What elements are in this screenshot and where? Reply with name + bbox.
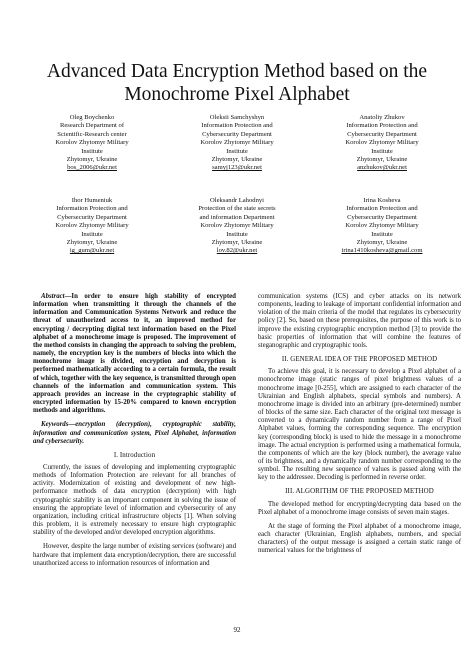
author-affiliation: Korolov Zhytomyr Military [345, 139, 419, 147]
author-affiliation: Research Department of [59, 122, 125, 130]
paragraph: At the stage of forming the Pixel alphabet of a monochrome image, each character (Ukrainian, English alphabets, numbers, and special characters) of the output message is assigned a certain static range of numerical values for the brightness of [258, 522, 461, 555]
author-email[interactable]: anzhukov@ukr.net [357, 164, 407, 172]
abstract-text: —In order to ensure high stability of encrypted information when transmitting it through the channels of the information and Communication Systems Network and reduce the threat of unauthorized access to it, an improved method for encrypting / decrypting digital text information based on the Pixel alphabet of a monochrome image is proposed. The improvement of the method consists in changing the approach to solving the problem, namely, the encryption key is the numbers of blocks into which the monochrome image is divided, encryption and decryption is performed mathematically according to a certain formula, the result of which, together with the key sequence, is transmitted through open channels of the information and communication system. This approach provides an increase in the cryptographic stability of encrypted information by 15-20% compared to known encryption methods and algorithms. [33, 293, 236, 415]
section-heading-introduction: I. Introduction [113, 451, 156, 459]
author-name: Oleksandr Lahodnyi [209, 197, 265, 204]
author-5 [167, 197, 307, 256]
author-4 [22, 197, 162, 256]
author-affiliation: Scientific-Research center [57, 130, 127, 138]
author-email[interactable]: ig_gum@ukr.net [69, 247, 115, 255]
abstract-label: Abstract [41, 293, 65, 300]
author-affiliation: Protection of the state secrets [198, 205, 276, 213]
paragraph: To achieve this goal, it is necessary to develop a Pixel alphabet of a monochrome image (static ranges of pixel brightness values of a monochrome image [0-255], which are assigned to each character of the Ukrainian and English alphabets, special symbols and numbers). A monochrome image is divided into an arbitrary (pre-determined) number of blocks of the same size. Each character of the original text message is converted to a dynamically random number from a range of Pixel Alphabet values, forming the corresponding sequence. The encryption key (corresponding block) is used to hide the message in a monochrome image. The actual encryption is performed using a mathematical formula, the components of which are the key (block number), the average value of its brightness, and a dynamically random number corresponding to the symbol. The resulting new sequence of values is passed along with the key to the addressee. Decoding is performed in reverse order. [258, 368, 461, 482]
author-affiliation: Korolov Zhytomyr Military [200, 139, 274, 147]
author-name: Oleg Boychenko [69, 114, 115, 121]
author-affiliation: Institute [226, 147, 248, 155]
section-heading-algorithm: III. ALGORITHM OF THE PROPOSED METHOD [285, 488, 434, 496]
author-location: Zhytomyr, Ukraine [356, 156, 408, 164]
author-3 [312, 114, 452, 173]
author-2 [167, 114, 307, 173]
paragraph: Currently, the issues of developing and implementing cryptographic methods of Information Protection are relevant for all branches of activity. Modernization of existing and development of new high-performance methods of data encryption (decryption) with high cryptographic stability is an important component in solving the issue of ensuring the appropriate level of information and cybersecurity of any organization, including critical infrastructure objects [1]. When solving this problem, it is extremely necessary to ensure high cryptographic stability of the developed and/or developed encryption algorithms. [33, 463, 236, 537]
author-affiliation: Information Protection and [346, 122, 418, 130]
author-affiliation: Institute [226, 230, 248, 238]
author-affiliation: Cybersecurity Department [202, 130, 272, 138]
author-name: Anatoliy Zhukov [359, 114, 405, 121]
author-affiliation: Information Protection and [201, 122, 273, 130]
author-location: Zhytomyr, Ukraine [66, 239, 118, 247]
author-affiliation: Institute [81, 147, 103, 155]
author-affiliation: Information Protection and [346, 205, 418, 213]
section-heading-general-idea: II. GENERAL IDEA OF THE PROPOSED METHOD [281, 356, 438, 364]
author-affiliation: Institute [371, 147, 393, 155]
author-affiliation: Korolov Zhytomyr Military [55, 139, 129, 147]
paper-title: Advanced Data Encryption Method based on the Monochrome Pixel Alphabet [46, 61, 428, 105]
author-email[interactable]: irina1410kosheva@gmail.com [341, 247, 423, 255]
author-email[interactable]: lov.82@ukr.net [216, 247, 258, 255]
author-email[interactable]: samyj123@ukr.net [212, 164, 262, 172]
author-affiliation: Korolov Zhytomyr Military [200, 222, 274, 230]
paragraph: communication systems (ICS) and cyber attacks on its network components, leading to leakage of important confidential information and violation of the main criteria of the model that regulates its cybersecurity policy [2]. So, based on these prerequisites, the purpose of this work is to improve the existing cryptographic encryption method [3] to provide the basic properties of information that will combine the features of steganographic and cryptographic tools. [258, 293, 461, 349]
author-affiliation: Information Protection and [56, 205, 128, 213]
author-affiliation: and information Department [199, 213, 275, 221]
left-column [33, 293, 236, 568]
abstract [33, 293, 236, 415]
author-affiliation: Cybersecurity Department [347, 130, 417, 138]
author-1 [22, 114, 162, 173]
author-name: Irina Kosheva [363, 197, 401, 204]
keywords: Keywords—encryption (decryption), cryptographic stability, information and communication system, Pixel Alphabet, information and cybersecurity. [33, 421, 236, 445]
author-affiliation: Institute [371, 230, 393, 238]
author-name: Oleksii Samchyshyn [209, 114, 265, 121]
paragraph: However, despite the large number of existing services (software) and hardware that implement data encryption/decryption, there are successful unauthorized access to information resources of information and [33, 543, 236, 567]
author-affiliation: Institute [81, 230, 103, 238]
paragraph: The developed method for encrypting/decrypting data based on the Pixel alphabet of a monochrome image consists of seven main stages. [258, 500, 461, 516]
author-affiliation: Korolov Zhytomyr Military [55, 222, 129, 230]
author-name: Ihor Humeniuk [71, 197, 113, 204]
author-6 [312, 197, 452, 256]
author-location: Zhytomyr, Ukraine [66, 156, 118, 164]
author-affiliation: Cybersecurity Department [57, 213, 127, 221]
right-column [258, 293, 461, 556]
author-affiliation: Cybersecurity Department [347, 213, 417, 221]
page-number: 92 [233, 626, 241, 634]
author-location: Zhytomyr, Ukraine [211, 239, 263, 247]
author-location: Zhytomyr, Ukraine [356, 239, 408, 247]
author-affiliation: Korolov Zhytomyr Military [345, 222, 419, 230]
author-email[interactable]: bos_2006@ukr.net [67, 164, 117, 172]
author-location: Zhytomyr, Ukraine [211, 156, 263, 164]
